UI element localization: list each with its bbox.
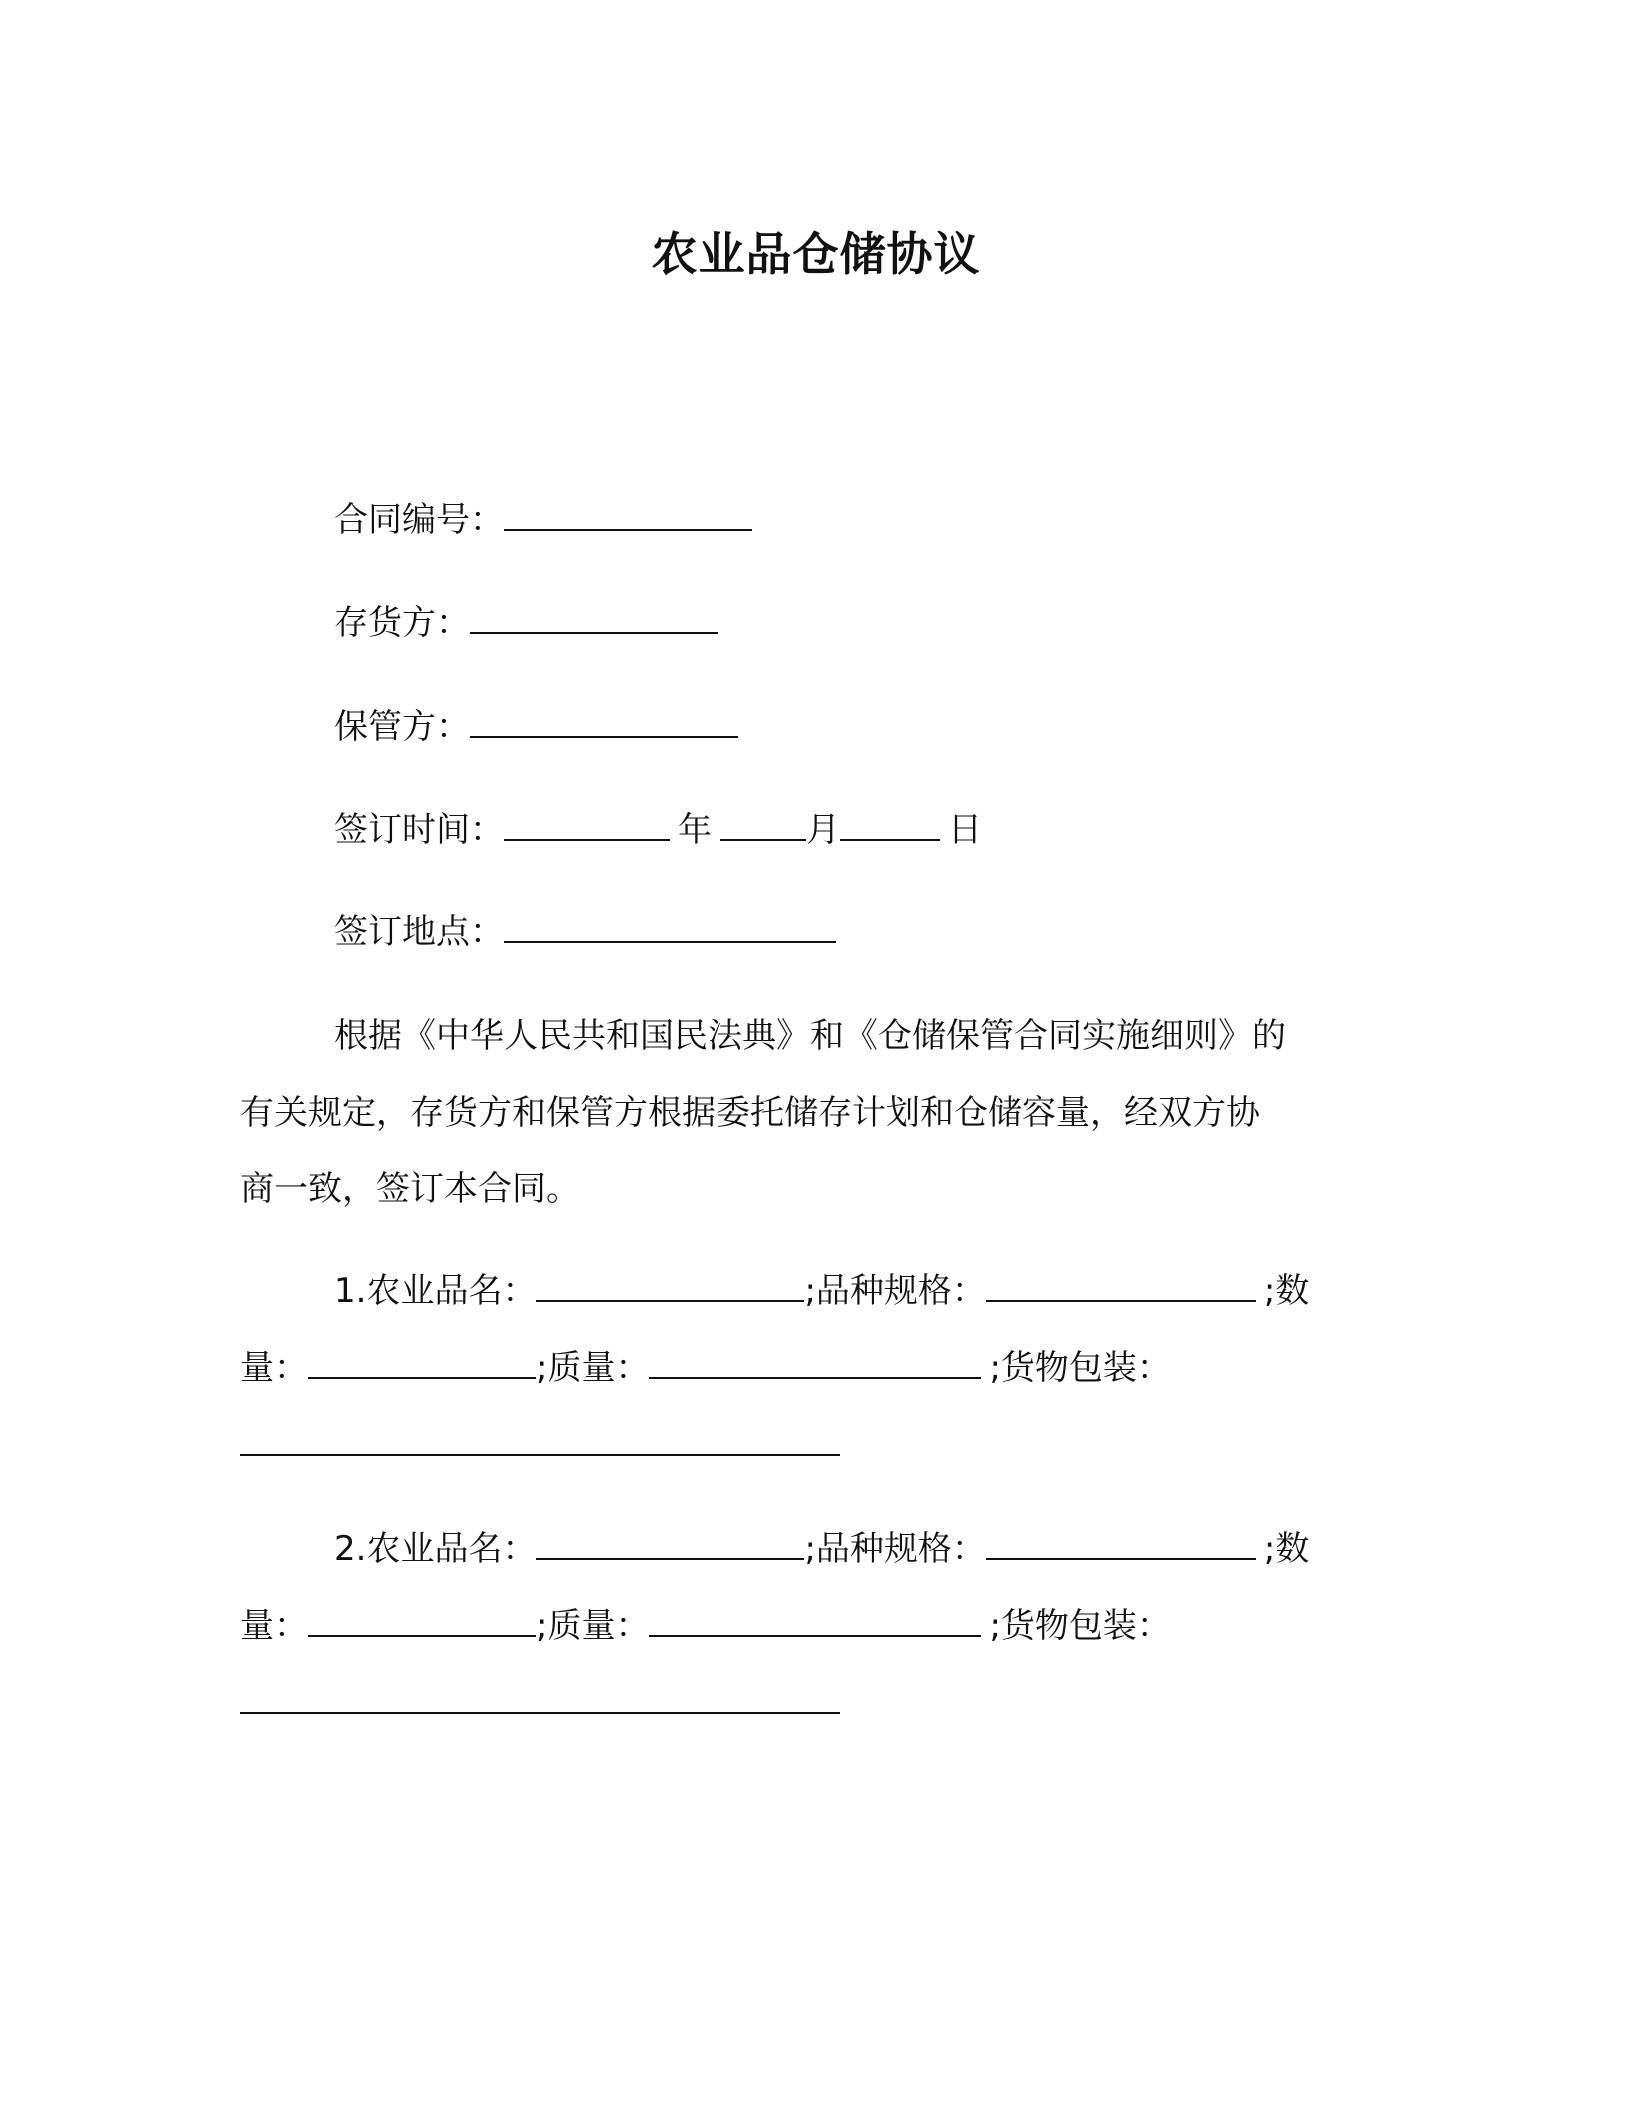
year-label: 年: [678, 810, 712, 850]
item-1-qty-label-b: 量：: [240, 1348, 308, 1388]
item-1-name-blank[interactable]: [536, 1272, 804, 1302]
item-1-name-label: 1.农业品名：: [334, 1271, 537, 1311]
item-2-name-label: 2.农业品名：: [334, 1529, 537, 1569]
item-2-qty-label-b: 量：: [240, 1606, 308, 1646]
intro-paragraph-line-3: 商一致，签订本合同。: [240, 1169, 580, 1209]
item-1-line-2: [240, 1345, 1171, 1391]
contract-number-blank[interactable]: [504, 501, 752, 531]
document-title: 农业品仓储协议: [651, 227, 981, 281]
signing-day-blank[interactable]: [840, 811, 940, 841]
item-2-qty-label-a: ;数: [1263, 1529, 1310, 1569]
signing-year-blank[interactable]: [504, 811, 670, 841]
item-1-qty-label-a: ;数: [1263, 1271, 1310, 1311]
item-1-spec-label: ;品种规格：: [804, 1271, 986, 1311]
intro-paragraph-line-1: 根据《中华人民共和国民法典》和《仓储保管合同实施细则》的: [334, 1016, 1286, 1056]
custodian-field: [334, 704, 738, 750]
signing-place-label: 签订地点：: [334, 912, 504, 952]
item-2-qty-blank[interactable]: [308, 1607, 536, 1637]
item-2-spec-blank[interactable]: [986, 1530, 1256, 1560]
item-2-line-2: [240, 1603, 1171, 1649]
signing-place-field: [334, 909, 836, 955]
signing-place-blank[interactable]: [504, 913, 836, 943]
contract-number-field: [334, 497, 752, 543]
item-1-quality-label: ;质量：: [536, 1348, 650, 1388]
depositor-label: 存货方：: [334, 603, 470, 643]
item-1-qty-blank[interactable]: [308, 1349, 536, 1379]
item-2-line-1: [334, 1526, 1309, 1572]
day-label: 日: [948, 810, 982, 850]
item-2-line-3: [240, 1680, 840, 1726]
item-2-quality-label: ;质量：: [536, 1606, 650, 1646]
month-label: 月: [806, 810, 840, 850]
contract-number-label: 合同编号：: [334, 500, 504, 540]
depositor-blank[interactable]: [470, 604, 718, 634]
item-1-line-1: [334, 1268, 1309, 1314]
depositor-field: [334, 600, 718, 646]
item-1-quality-blank[interactable]: [649, 1349, 981, 1379]
item-1-line-3: [240, 1422, 840, 1468]
item-2-name-blank[interactable]: [536, 1530, 804, 1560]
item-2-spec-label: ;品种规格：: [804, 1529, 986, 1569]
item-2-packaging-blank[interactable]: [240, 1684, 840, 1714]
intro-paragraph-line-2: 有关规定，存货方和保管方根据委托储存计划和仓储容量，经双方协: [240, 1093, 1260, 1133]
item-2-packaging-label: ;货物包装：: [989, 1606, 1171, 1646]
signing-date-label: 签订时间：: [334, 810, 504, 850]
custodian-blank[interactable]: [470, 708, 738, 738]
signing-date-field: [334, 807, 982, 853]
item-1-packaging-blank[interactable]: [240, 1426, 840, 1456]
custodian-label: 保管方：: [334, 707, 470, 747]
item-2-quality-blank[interactable]: [649, 1607, 981, 1637]
item-1-packaging-label: ;货物包装：: [989, 1348, 1171, 1388]
signing-month-blank[interactable]: [720, 811, 806, 841]
item-1-spec-blank[interactable]: [986, 1272, 1256, 1302]
